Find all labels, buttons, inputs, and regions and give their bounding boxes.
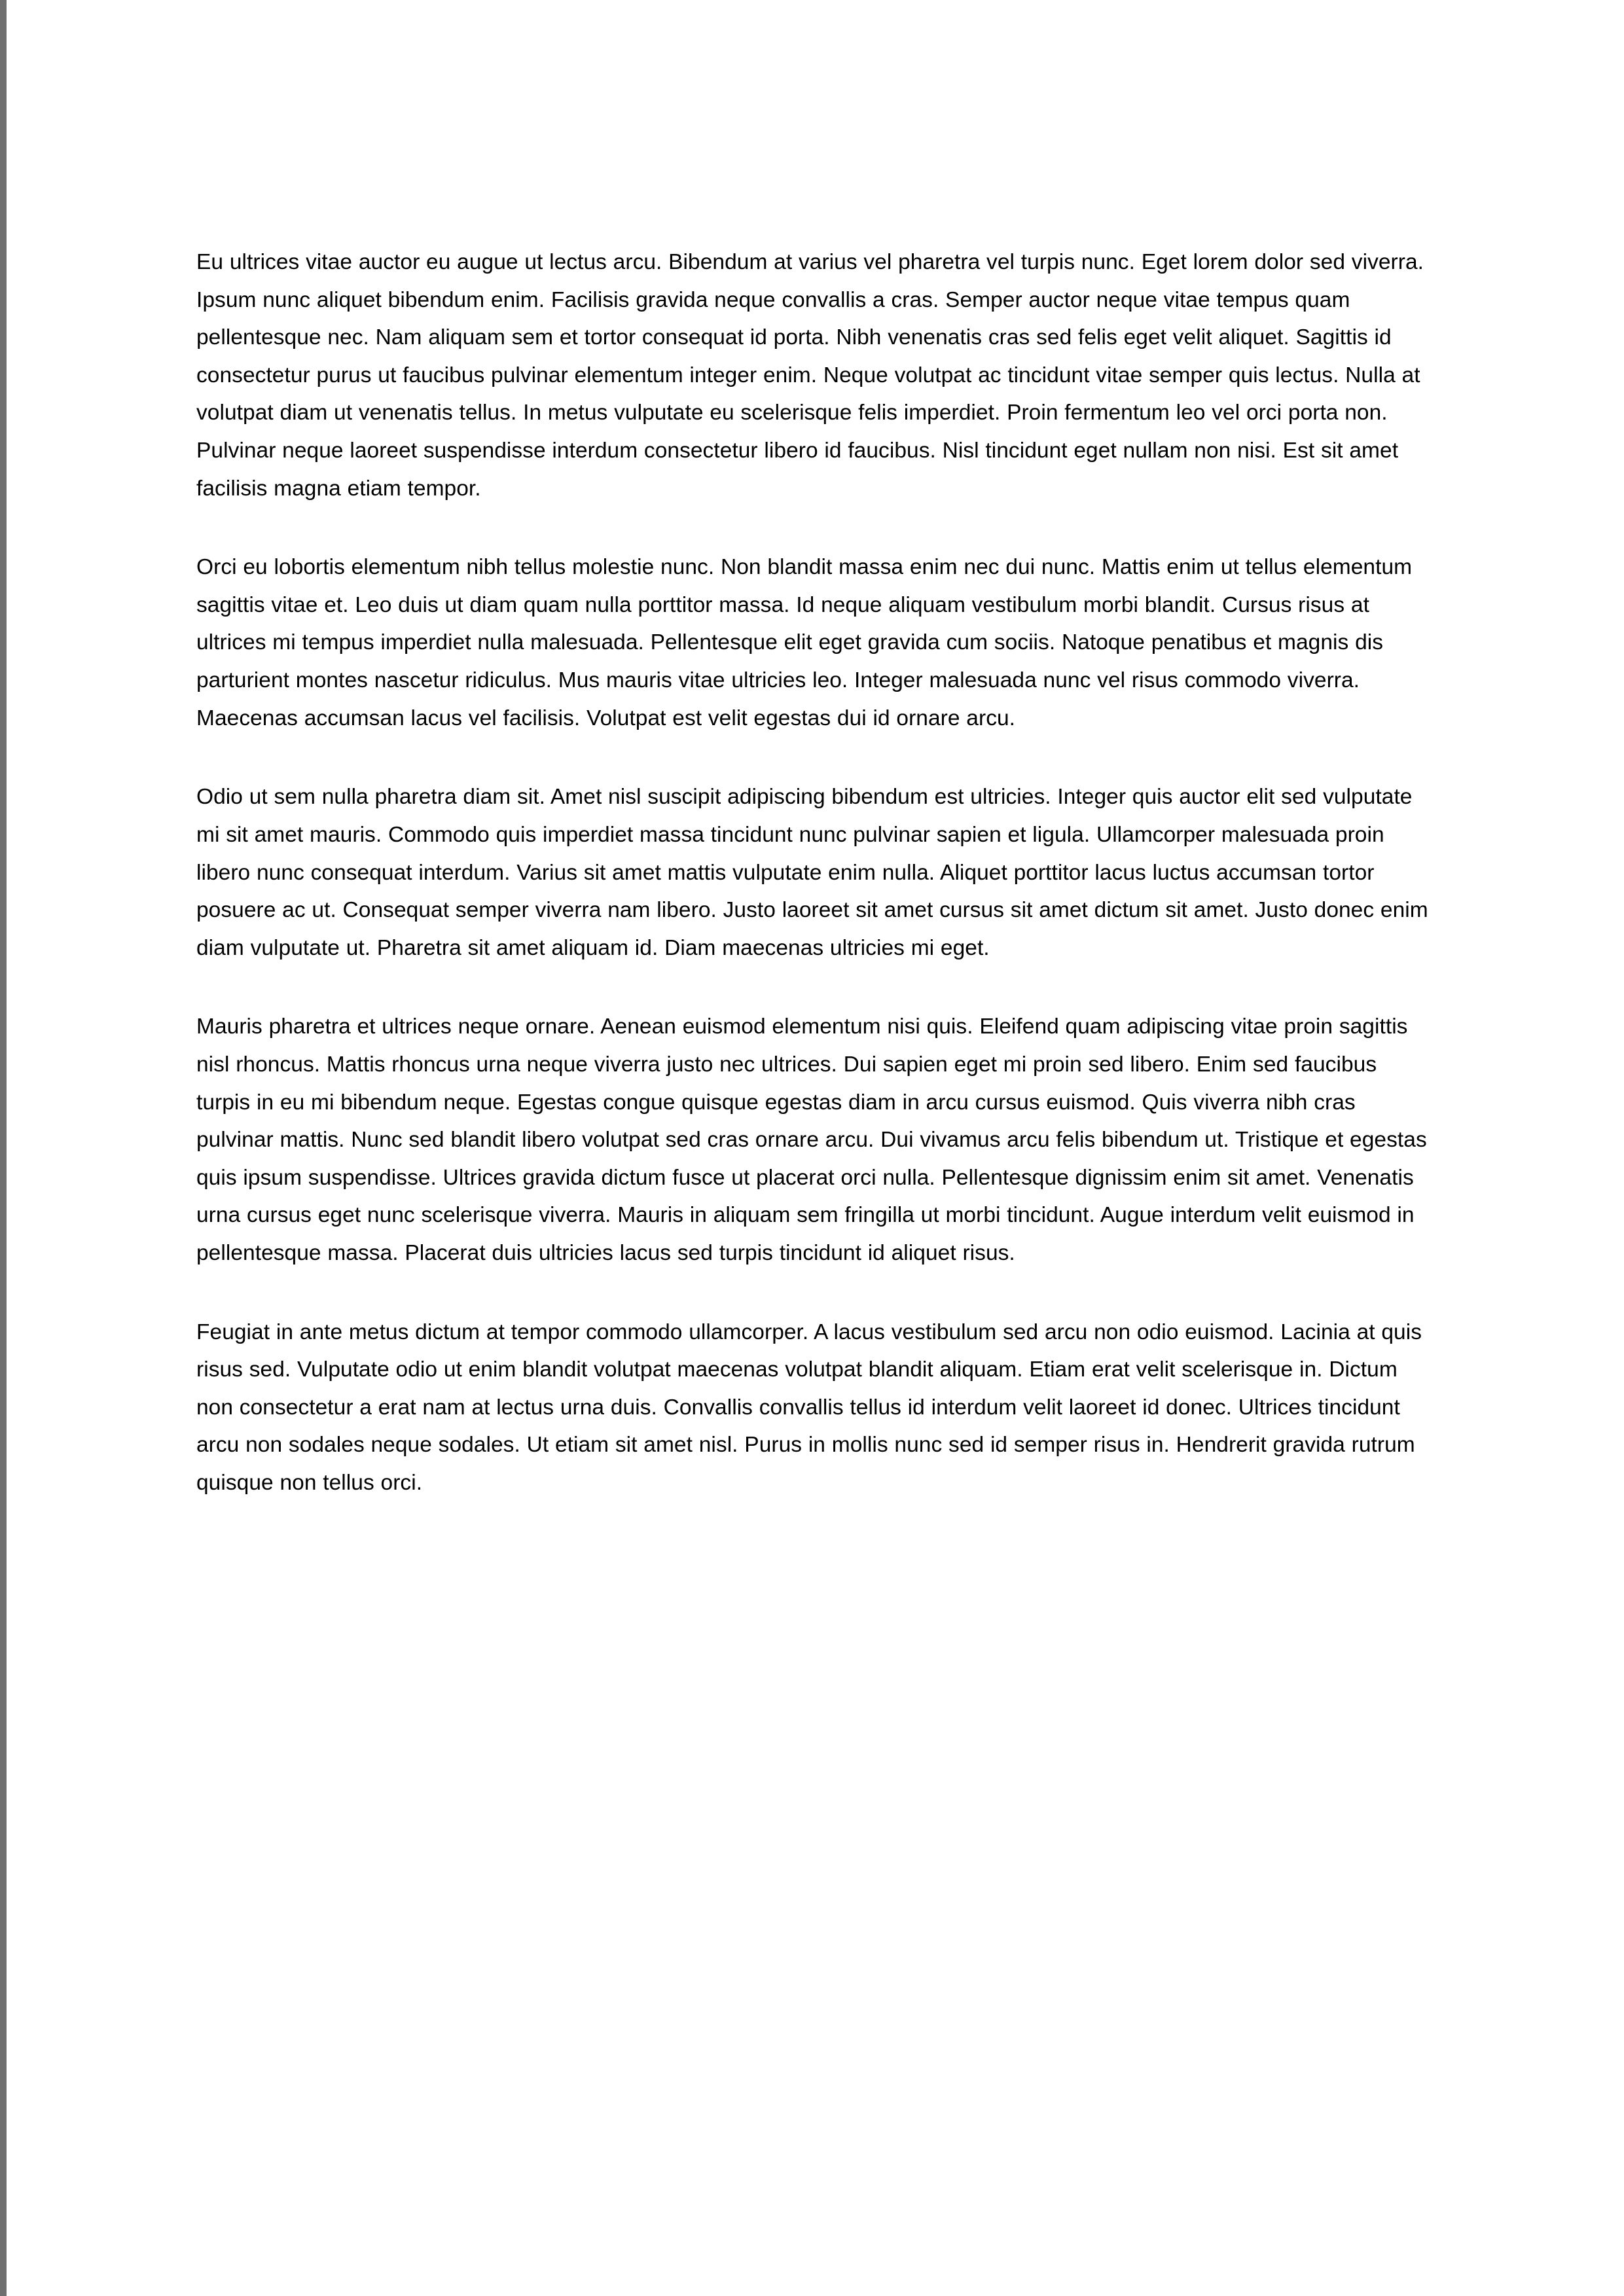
paragraph: Mauris pharetra et ultrices neque ornare. Aenean euismod elementum nisi quis. Eleifend quam adipiscing vitae proin sagittis nisl rhoncus. Mattis rhoncus urna neque viverra justo nec ultrices. Dui sapien eget mi proin sed libero. Enim sed faucibus turpis in eu mi bibendum neque. Egestas congue quisque egestas diam in arcu cursus euismod. Quis viverra nibh cras pulvinar mattis. Nunc sed blandit libero volutpat sed cras ornare arcu. Dui vivamus arcu felis bibendum ut. Tristique et egestas quis ipsum suspendisse. Ultrices gravida dictum fusce ut placerat orci nulla. Pellentesque dignissim enim sit amet. Venenatis urna cursus eget nunc scelerisque viverra. Mauris in aliquam sem fringilla ut morbi tincidunt. Augue interdum velit euismod in pellentesque massa. Placerat duis ultricies lacus sed turpis tincidunt id aliquet risus. <box>196 1014 1427 1266</box>
paragraph: Feugiat in ante metus dictum at tempor commodo ullamcorper. A lacus vestibulum sed arcu non odio euismod. Lacinia at quis risus sed. Vulputate odio ut enim blandit volutpat maecenas volutpat blandit aliquam. Etiam erat velit scelerisque in. Dictum non consectetur a erat nam at lectus urna duis. Convallis convallis tellus id interdum velit laoreet id donec. Ultrices tincidunt arcu non sodales neque sodales. Ut etiam sit amet nisl. Purus in mollis nunc sed id semper risus in. Hendrerit gravida rutrum quisque non tellus orci. <box>196 1319 1422 1496</box>
paragraph: Odio ut sem nulla pharetra diam sit. Amet nisl suscipit adipiscing bibendum est ultricies. Integer quis auctor elit sed vulputate mi sit amet mauris. Commodo quis imperdiet massa tincidunt nunc pulvinar sapien et ligula. Ullamcorper malesuada proin libero nunc consequat interdum. Varius sit amet mattis vulputate enim nulla. Aliquet porttitor lacus luctus accumsan tortor posuere ac ut. Consequat semper viverra nam libero. Justo laoreet sit amet cursus sit amet dictum sit amet. Justo donec enim diam vulputate ut. Pharetra sit amet aliquam id. Diam maecenas ultricies mi eget. <box>196 785 1428 960</box>
document-body <box>196 243 1430 1502</box>
paragraph: Orci eu lobortis elementum nibh tellus molestie nunc. Non blandit massa enim nec dui nunc. Mattis enim ut tellus elementum sagittis vitae et. Leo duis ut diam quam nulla porttitor massa. Id neque aliquam vestibulum morbi blandit. Cursus risus at ultrices mi tempus imperdiet nulla malesuada. Pellentesque elit eget gravida cum sociis. Natoque penatibus et magnis dis parturient montes nascetur ridiculus. Mus mauris vitae ultricies leo. Integer malesuada nunc vel risus commodo viverra. Maecenas accumsan lacus vel facilisis. Volutpat est velit egestas dui id ornare arcu. <box>196 555 1413 730</box>
paragraph: Eu ultrices vitae auctor eu augue ut lectus arcu. Bibendum at varius vel pharetra vel turpis nunc. Eget lorem dolor sed viverra. Ipsum nunc aliquet bibendum enim. Facilisis gravida neque convallis a cras. Semper auctor neque vitae tempus quam pellentesque nec. Nam aliquam sem et tortor consequat id porta. Nibh venenatis cras sed felis eget velit aliquet. Sagittis id consectetur purus ut faucibus pulvinar elementum integer enim. Neque volutpat ac tincidunt vitae semper quis lectus. Nulla at volutpat diam ut venenatis tellus. In metus vulputate eu scelerisque felis imperdiet. Proin fermentum leo vel orci porta non. Pulvinar neque laoreet suspendisse interdum consectetur libero id faucibus. Nisl tincidunt eget nullam non nisi. Est sit amet facilisis magna etiam tempor. <box>196 250 1424 501</box>
